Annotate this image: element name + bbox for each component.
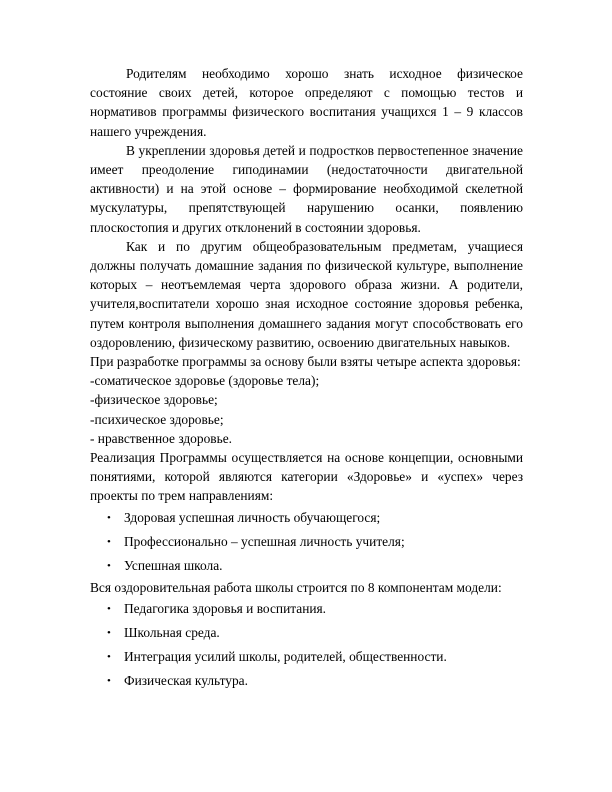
component-integration: Интеграция усилий школы, родителей, общественности. xyxy=(124,648,447,664)
paragraph-health-strengthening: В укреплении здоровья детей и подростков первостепенное значение имеет преодоление гиподинамии (недостаточности двигательной активности) и на этой основе – формирование необходимой скелетной мускулатуры, препятствующей нарушению осанки, появлению плоскостопия и других отклонений в состоянии здоровья. xyxy=(90,142,523,235)
aspect-item-moral: - нравственное здоровье. xyxy=(90,430,232,446)
paragraph-parents-knowledge: Родителям необходимо хорошо знать исходное физическое состояние своих детей, которое определяют с помощью тестов и нормативов программы физического воспитания учащихся 1 – 9 классов нашего учреждения. xyxy=(90,66,523,139)
direction-school: Успешная школа. xyxy=(124,557,223,573)
bullet-icon: • xyxy=(107,674,111,687)
list-item xyxy=(90,554,523,578)
aspect-item-physical: -физическое здоровье; xyxy=(90,392,218,408)
directions-list xyxy=(90,506,523,578)
direction-student: Здоровая успешная личность обучающегося; xyxy=(124,509,381,525)
component-pedagogy: Педагогика здоровья и воспитания. xyxy=(124,600,327,616)
list-item xyxy=(90,669,523,693)
component-environment: Школьная среда. xyxy=(124,624,220,640)
bullet-icon: • xyxy=(107,602,111,615)
list-item xyxy=(90,621,523,645)
list-item xyxy=(90,645,523,669)
bullet-icon: • xyxy=(107,650,111,663)
bullet-icon: • xyxy=(107,511,111,524)
components-intro: Вся оздоровительная работа школы строится по 8 компонентам модели: xyxy=(90,579,502,595)
direction-teacher: Профессионально – успешная личность учителя; xyxy=(124,533,405,549)
bullet-icon: • xyxy=(107,626,111,639)
component-physical-culture: Физическая культура. xyxy=(124,672,248,688)
list-item xyxy=(90,506,523,530)
list-item xyxy=(90,597,523,621)
list-item xyxy=(90,530,523,554)
paragraph-homework: Как и по другим общеобразовательным предметам, учащиеся должны получать домашние задания по физической культуре, выполнение которых – неотъемлемая черта здорового образа жизни. А родители, учителя,воспитатели хорошо зная исходное состояние здоровья ребенка, путем контроля выполнения домашнего задания могут способствовать его оздоровлению, физическому развитию, освоению двигательных навыков. xyxy=(90,238,523,350)
paragraph-aspects-intro: При разработке программы за основу были взяты четыре аспекта здоровья: xyxy=(90,354,521,370)
document-body xyxy=(90,64,523,693)
bullet-icon: • xyxy=(107,559,111,572)
paragraph-realization: Реализация Программы осуществляется на основе концепции, основными понятиями, которой являются категории «Здоровье» и «успех» через проекты по трем направлениям: xyxy=(90,450,523,504)
aspect-item-somatic: -соматическое здоровье (здоровье тела); xyxy=(90,373,320,389)
bullet-icon: • xyxy=(107,535,111,548)
aspect-item-mental: -психическое здоровье; xyxy=(90,411,224,427)
aspects-list xyxy=(90,371,523,448)
components-list xyxy=(90,597,523,693)
